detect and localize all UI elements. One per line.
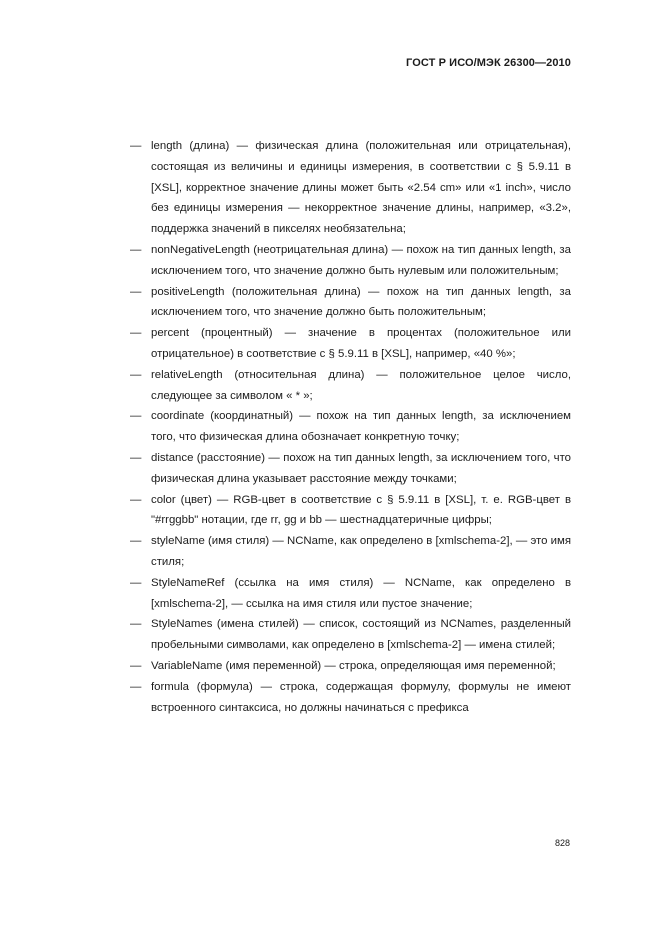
list-dash: — — [130, 243, 142, 256]
list-item-text: VariableName (имя переменной) — строка, определяющая имя переменной; — [151, 659, 556, 672]
list-item-text: styleName (имя стиля) — NCName, как определено в [xmlschema-2], — это имя стиля; — [151, 535, 571, 568]
list-item — [130, 656, 571, 677]
list-item-text: coordinate (координатный) — похож на тип данных length, за исключением того, что физическая длина обозначает конкретную точку; — [151, 410, 571, 444]
list-dash: — — [130, 659, 142, 672]
list-item — [130, 677, 571, 719]
list-item-text: relativeLength (относительная длина) — положительное целое число, следующее за символом « * »; — [151, 368, 571, 402]
list-item — [130, 531, 571, 573]
list-dash: — — [130, 576, 142, 589]
list-item-text: length (длина) — физическая длина (положительная или отрицательная), состоящая из величины и единицы измерения, в соответствии с § 5.9.11 в [XSL], корректное значение длины может быть «2.54 cm» или «1 inch», число без единицы измерения — некорректное значение длины, например, «3.2», поддержка значений в пикселях необязательна; — [151, 140, 571, 236]
list-item — [130, 282, 571, 324]
list-item-text: formula (формула) — строка, содержащая формулу, формулы не имеют встроенного синтаксиса, но должны начинаться с префикса — [151, 680, 571, 714]
list-item — [130, 365, 571, 407]
list-dash: — — [130, 535, 142, 548]
list-item — [130, 490, 571, 532]
list-item — [130, 614, 571, 656]
list-dash: — — [130, 140, 142, 152]
list-item-text: StyleNameRef (ссылка на имя стиля) — NCName, как определено в [xmlschema-2], — ссылка на имя стиля или пустое значение; — [151, 576, 571, 610]
list-item-text: distance (расстояние) — похож на тип данных length, за исключением того, что физическая длина указывает расстояние между точками; — [151, 451, 571, 485]
list-item — [130, 240, 571, 282]
document-header: ГОСТ Р ИСО/МЭК 26300—2010 — [406, 57, 571, 69]
list-dash: — — [130, 451, 142, 464]
list-item — [130, 323, 571, 365]
list-dash: — — [130, 493, 142, 506]
list-dash: — — [130, 327, 142, 340]
list-item — [130, 573, 571, 615]
list-item — [130, 136, 571, 240]
list-item-text: positiveLength (положительная длина) — похож на тип данных length, за исключением того, что значение должно быть положительным; — [151, 285, 571, 319]
list-item-text: nonNegativeLength (неотрицательная длина) — похож на тип данных length, за исключением того, что значение должно быть нулевым или положительным; — [151, 243, 571, 277]
list-item-text: color (цвет) — RGB-цвет в соответствие с § 5.9.11 в [XSL], т. е. RGB-цвет в "#rrggbb" нотации, где rr, gg и bb — шестнадцатеричные цифры; — [151, 493, 571, 527]
definition-list — [130, 136, 571, 718]
list-item-text: percent (процентный) — значение в процентах (положительное или отрицательное) в соответствие с § 5.9.11 в [XSL], например, «40 %»; — [151, 327, 571, 360]
page-number: 828 — [554, 838, 570, 848]
list-dash: — — [130, 680, 142, 693]
list-dash: — — [130, 618, 142, 631]
list-item — [130, 448, 571, 490]
list-item — [130, 406, 571, 448]
list-dash: — — [130, 368, 142, 381]
list-dash: — — [130, 410, 142, 423]
list-dash: — — [130, 285, 142, 298]
list-item-text: StyleNames (имена стилей) — список, состоящий из NCNames, разделенный пробельными символами, как определено в [xmlschema-2] — имена стилей; — [151, 618, 571, 652]
